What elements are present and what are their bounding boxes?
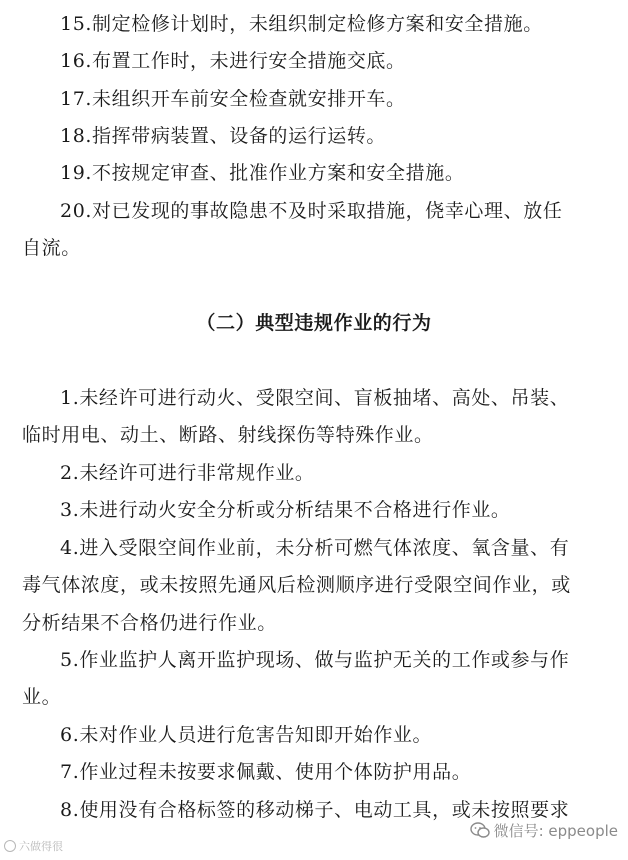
- list-item: 4.进入受限空间作业前，未分析可燃气体浓度、氧含量、有: [60, 537, 570, 559]
- watermark-logo-icon: [4, 840, 16, 852]
- watermark-left-text: 六做得很: [19, 840, 63, 853]
- section-heading: （二）典型违规作业的行为: [196, 312, 432, 334]
- list-item-continuation: 自流。: [22, 237, 81, 259]
- list-item: 7.作业过程未按要求佩戴、使用个体防护用品。: [60, 761, 472, 783]
- list-item: 2.未经许可进行非常规作业。: [60, 462, 315, 484]
- list-item: 20.对已发现的事故隐患不及时采取措施，侥幸心理、放任: [60, 200, 563, 222]
- watermark-left: [4, 838, 63, 854]
- list-item: 15.制定检修计划时，未组织制定检修方案和安全措施。: [60, 13, 543, 35]
- list-item: 17.未组织开车前安全检查就安排开车。: [60, 88, 406, 110]
- list-item-continuation: 临时用电、动土、断路、射线探伤等特殊作业。: [22, 424, 434, 446]
- wechat-id-text: 微信号: eppeople: [493, 822, 618, 840]
- wechat-icon: [470, 822, 490, 839]
- list-item-continuation: 毒气体浓度，或未按照先通风后检测顺序进行受限空间作业，或: [22, 574, 571, 596]
- list-item: 1.未经许可进行动火、受限空间、盲板抽堵、高处、吊装、: [60, 387, 570, 409]
- list-item: 19.不按规定审查、批准作业方案和安全措施。: [60, 162, 465, 184]
- list-item-continuation: 业。: [22, 686, 62, 708]
- list-item: 16.布置工作时，未进行安全措施交底。: [60, 50, 406, 72]
- list-item: 18.指挥带病装置、设备的运行运转。: [60, 125, 387, 147]
- list-item-continuation: 分析结果不合格仍进行作业。: [22, 612, 277, 634]
- watermark-right: [470, 820, 618, 841]
- list-item: 6.未对作业人员进行危害告知即开始作业。: [60, 724, 433, 746]
- list-item: 5.作业监护人离开监护现场、做与监护无关的工作或参与作: [60, 649, 570, 671]
- list-item: 8.使用没有合格标签的移动梯子、电动工具，或未按照要求: [60, 799, 570, 821]
- list-item: 3.未进行动火安全分析或分析结果不合格进行作业。: [60, 499, 511, 521]
